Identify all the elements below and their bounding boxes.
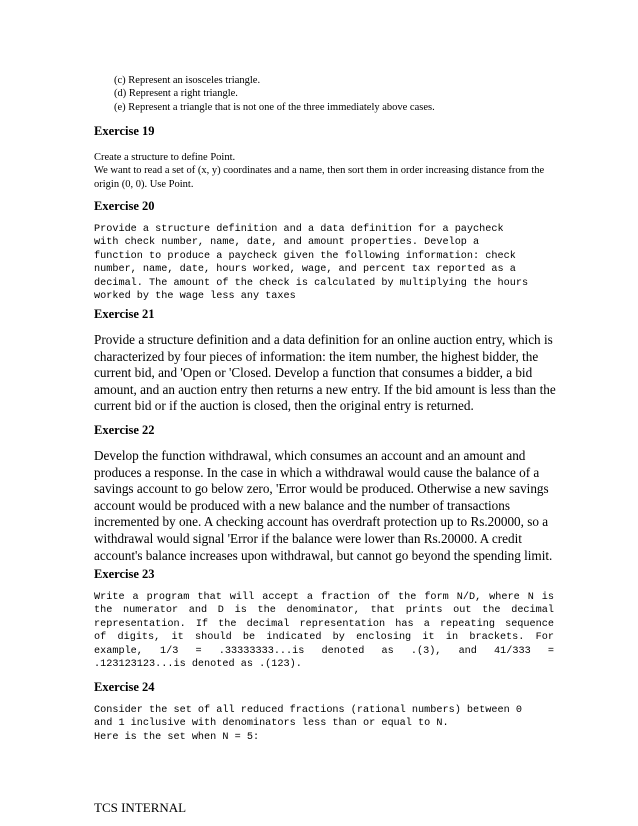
body-line: savings account to go below zero, 'Error would be produced. Otherwise a new savings xyxy=(94,481,549,497)
exercise-body xyxy=(94,332,554,415)
list-item: (e) Represent a triangle that is not one of the three immediately above cases. xyxy=(114,101,435,113)
exercise-19 xyxy=(94,124,554,191)
exercise-heading: Exercise 19 xyxy=(94,124,155,138)
exercise-heading: Exercise 24 xyxy=(94,680,155,694)
exercise-heading: Exercise 23 xyxy=(94,567,155,581)
list-item: (c) Represent an isosceles triangle. xyxy=(114,75,261,86)
body-line: worked by the wage less any taxes xyxy=(94,291,296,303)
body-line: account's balance increases upon withdrawal, but cannot go beyond the spending limit. xyxy=(94,547,553,563)
body-line: number, name, date, hours worked, wage, and percent tax reported as a xyxy=(94,264,516,276)
exercise-21 xyxy=(94,307,554,415)
exercise-20 xyxy=(94,199,554,303)
body-line: and 1 inclusive with denominators less than or equal to N. xyxy=(94,718,449,730)
body-line: current bid, and 'Open or 'Closed. Develop a function that consumes a bidder, a bid xyxy=(94,365,533,381)
exercise-body xyxy=(94,704,554,744)
list-item: (d) Represent a right triangle. xyxy=(114,88,238,100)
body-line: Create a structure to define Point. xyxy=(94,152,236,163)
exercise-heading: Exercise 22 xyxy=(94,423,155,437)
exercise-body xyxy=(94,591,554,671)
body-line: account would be produced with a new balance and the number of transactions xyxy=(94,497,510,513)
body-line: representation. If the decimal representation has a repeating sequence xyxy=(94,618,554,630)
exercise-22 xyxy=(94,423,554,564)
exercise-body xyxy=(94,151,554,191)
body-line: withdrawal would signal 'Error if the balance were lower than Rs.20000. A credit xyxy=(94,530,522,546)
body-line: Provide a structure definition and a data definition for an online auction entry, which is xyxy=(94,332,553,347)
body-line: origin (0, 0). Use Point. xyxy=(94,178,194,190)
body-line: function to produce a paycheck given the following information: check xyxy=(94,250,516,262)
exercise-23 xyxy=(94,567,554,671)
body-line: Write a program that will accept a fraction of the form N/D, where N is xyxy=(94,592,554,603)
body-line: incremented by one. A checking account has overdraft protection up to Rs.20000, so a xyxy=(94,514,549,530)
body-line: current bid or if the auction is closed, then the original entry is returned. xyxy=(94,398,474,414)
body-line: of digits, it should be indicated by enclosing it in brackets. For xyxy=(94,632,554,644)
body-line: example, 1/3 = .33333333...is denoted as .(3), and 41/333 = xyxy=(94,645,554,657)
exercise-body xyxy=(94,448,554,564)
body-line: amount, and an auction entry then returns a new entry. If the bid amount is less than the xyxy=(94,381,556,397)
body-line: produces a response. In the case in which a withdrawal would cause the balance of a xyxy=(94,464,540,480)
page-footer: TCS INTERNAL xyxy=(94,800,187,815)
body-line: We want to read a set of (x, y) coordinates and a name, then sort them in order increasing distance from the xyxy=(94,165,545,177)
exercise-heading: Exercise 21 xyxy=(94,307,155,321)
body-line: the numerator and D is the denominator, that prints out the decimal xyxy=(94,605,554,617)
body-line: Consider the set of all reduced fractions (rational numbers) between 0 xyxy=(94,705,522,716)
exercise-24 xyxy=(94,680,554,744)
body-line: Here is the set when N = 5: xyxy=(94,731,260,743)
body-line: .123123123...is denoted as .(123). xyxy=(94,659,302,671)
triangle-case-list xyxy=(114,74,594,114)
body-line: with check number, name, date, and amount properties. Develop a xyxy=(94,237,480,249)
exercise-heading: Exercise 20 xyxy=(94,199,155,213)
body-line: characterized by four pieces of information: the item number, the highest bidder, the xyxy=(94,348,539,364)
body-line: Develop the function withdrawal, which consumes an account and an amount and xyxy=(94,448,526,463)
body-line: Provide a structure definition and a data definition for a paycheck xyxy=(94,224,504,235)
exercise-body xyxy=(94,223,554,303)
body-line: decimal. The amount of the check is calculated by multiplying the hours xyxy=(94,277,529,289)
